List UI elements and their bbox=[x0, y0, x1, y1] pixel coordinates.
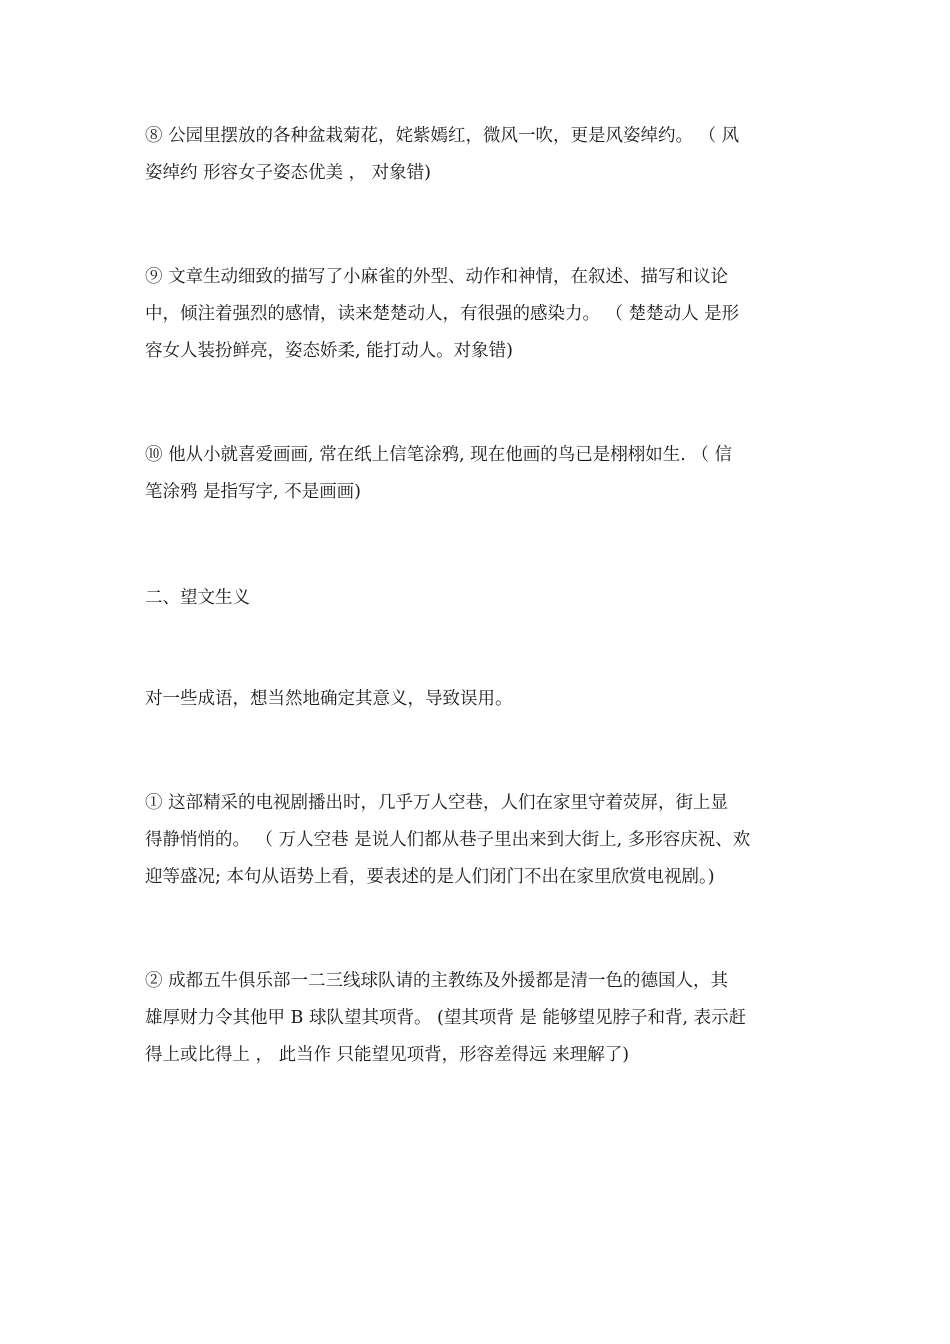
section-heading bbox=[145, 580, 810, 617]
paragraph-item-2 bbox=[145, 963, 810, 1074]
text-line: 笔涂鸦 是指写字, 不是画画) bbox=[145, 482, 362, 502]
text-line: ② 成都五牛俱乐部一二三线球队请的主教练及外援都是清一色的德国人，其 bbox=[145, 971, 729, 991]
paragraph-intro bbox=[145, 681, 810, 718]
text-line: 容女人装扮鲜亮，姿态娇柔, 能打动人。对象错) bbox=[145, 341, 513, 361]
text-line: 得静悄悄的。 （ 万人空巷 是说人们都从巷子里出来到大街上, 多形容庆祝、欢 bbox=[145, 830, 751, 850]
paragraph-item-1 bbox=[145, 785, 810, 896]
heading-text: 二、望文生义 bbox=[145, 588, 250, 608]
paragraph-item-8 bbox=[145, 118, 810, 192]
text-line: 迎等盛况; 本句从语势上看，要表述的是人们闭门不出在家里欣赏电视剧。) bbox=[145, 867, 715, 887]
text-line: ① 这部精采的电视剧播出时，几乎万人空巷，人们在家里守着荧屏，街上显 bbox=[145, 793, 729, 813]
text-line: ⑧ 公园里摆放的各种盆栽菊花，姹紫嫣红，微风一吹，更是风姿绰约。 （ 风 bbox=[145, 126, 740, 146]
text-line: 雄厚财力令其他甲 B 球队望其项背。 (望其项背 是 能够望见脖子和背, 表示赶 bbox=[145, 1008, 747, 1028]
text-line: 姿绰约 形容女子姿态优美 ， 对象错) bbox=[145, 163, 432, 183]
text-line: ⑨ 文章生动细致的描写了小麻雀的外型、动作和神情，在叙述、描写和议论 bbox=[145, 267, 729, 287]
paragraph-item-10 bbox=[145, 437, 810, 511]
text-line: 中，倾注着强烈的感情，读来楚楚动人，有很强的感染力。 （ 楚楚动人 是形 bbox=[145, 304, 740, 324]
text-line: 得上或比得上 ， 此当作 只能望见项背，形容差得远 来理解了) bbox=[145, 1045, 630, 1065]
paragraph-item-9 bbox=[145, 259, 810, 370]
text-line: ⑩ 他从小就喜爱画画, 常在纸上信笔涂鸦, 现在他画的鸟已是栩栩如生. （ 信 bbox=[145, 445, 732, 465]
text-line: 对一些成语，想当然地确定其意义，导致误用。 bbox=[145, 689, 513, 709]
